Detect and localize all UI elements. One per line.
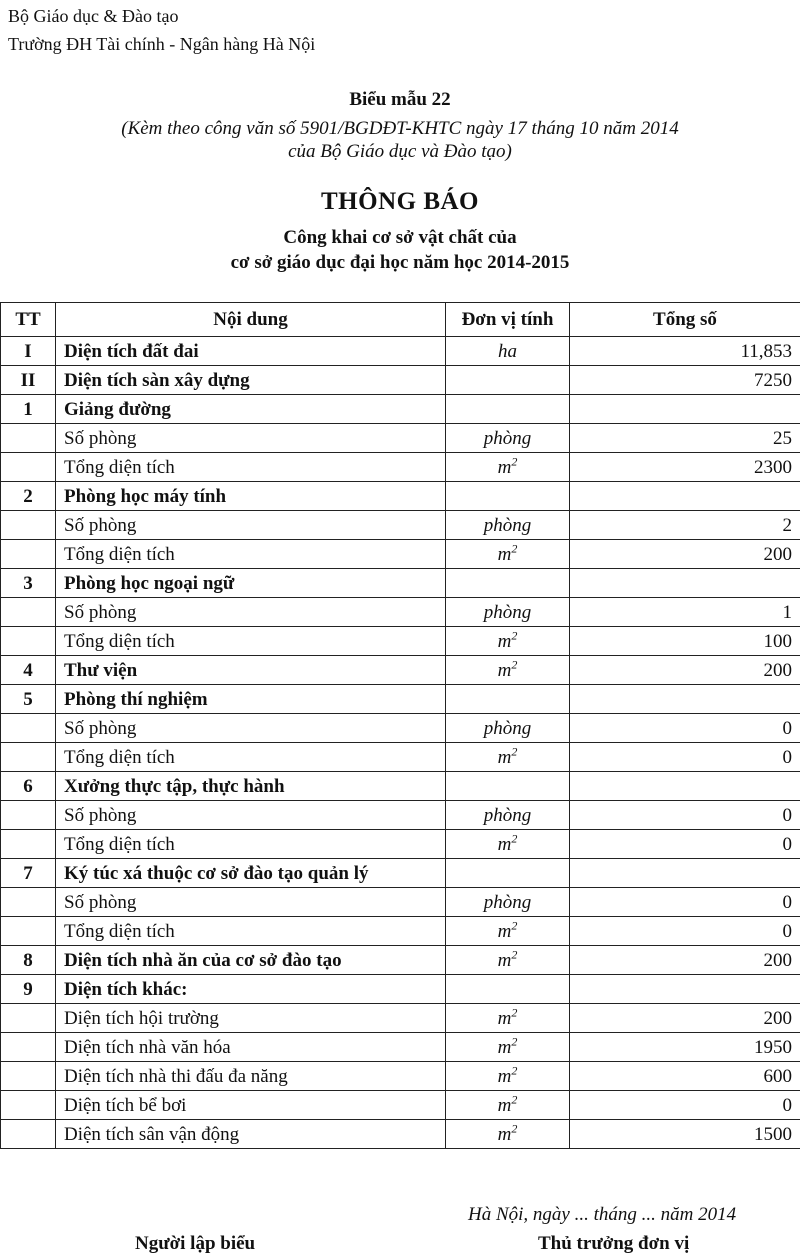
header-total: Tổng số	[570, 303, 800, 337]
row-total	[570, 975, 800, 1004]
row-tt: 7	[1, 859, 56, 888]
row-content: Tổng diện tích	[56, 917, 446, 946]
row-total: 0	[570, 714, 800, 743]
row-tt: 2	[1, 482, 56, 511]
row-unit	[446, 772, 570, 801]
facilities-table	[0, 302, 800, 1149]
row-unit-exponent: 2	[511, 1121, 518, 1136]
row-content: Tổng diện tích	[56, 627, 446, 656]
row-tt	[1, 627, 56, 656]
row-total: 100	[570, 627, 800, 656]
row-unit	[446, 482, 570, 511]
row-unit-text: phòng	[483, 892, 532, 913]
table-header-row	[1, 303, 800, 337]
row-unit	[446, 975, 570, 1004]
row-tt	[1, 1062, 56, 1091]
head-of-unit-label: Thủ trưởng đơn vị	[538, 1233, 690, 1254]
row-content: Diện tích nhà văn hóa	[56, 1033, 446, 1062]
row-unit-text: m	[497, 660, 512, 681]
table-row	[1, 1120, 800, 1149]
row-unit	[446, 366, 570, 395]
row-total: 2300	[570, 453, 800, 482]
table-row	[1, 1091, 800, 1120]
row-unit-text: phòng	[483, 428, 532, 449]
row-unit	[446, 424, 570, 453]
table-row	[1, 714, 800, 743]
row-total: 1500	[570, 1120, 800, 1149]
row-total: 25	[570, 424, 800, 453]
row-unit-text: m	[497, 1066, 512, 1087]
row-unit-text: m	[497, 950, 512, 971]
row-content: Tổng diện tích	[56, 830, 446, 859]
row-tt: II	[1, 366, 56, 395]
form-reference-line2: của Bộ Giáo dục và Đào tạo)	[288, 141, 512, 162]
row-unit-exponent: 2	[511, 628, 518, 643]
row-content: Phòng thí nghiệm	[56, 685, 446, 714]
row-unit-exponent: 2	[511, 1092, 518, 1107]
row-unit	[446, 1033, 570, 1062]
row-total	[570, 482, 800, 511]
row-tt: 1	[1, 395, 56, 424]
row-tt: 6	[1, 772, 56, 801]
row-content: Tổng diện tích	[56, 743, 446, 772]
row-unit-exponent: 2	[511, 454, 518, 469]
row-total: 1	[570, 598, 800, 627]
row-total: 200	[570, 1004, 800, 1033]
row-tt	[1, 598, 56, 627]
row-total: 2	[570, 511, 800, 540]
table-row	[1, 859, 800, 888]
row-tt	[1, 511, 56, 540]
header-tt: TT	[1, 303, 56, 337]
row-unit	[446, 540, 570, 569]
row-unit-text: m	[497, 457, 512, 478]
notice-subtitle-line1: Công khai cơ sở vật chất của	[283, 227, 517, 248]
table-row	[1, 1033, 800, 1062]
row-tt: 4	[1, 656, 56, 685]
table-row	[1, 424, 800, 453]
row-content: Diện tích bể bơi	[56, 1091, 446, 1120]
row-content: Xưởng thực tập, thực hành	[56, 772, 446, 801]
notice-subtitle-line2: cơ sở giáo dục đại học năm học 2014-2015	[230, 252, 570, 273]
table-row	[1, 656, 800, 685]
table-row	[1, 1062, 800, 1091]
row-total	[570, 685, 800, 714]
row-unit	[446, 1062, 570, 1091]
row-unit-text: m	[497, 921, 512, 942]
row-content: Số phòng	[56, 424, 446, 453]
row-content: Tổng diện tích	[56, 453, 446, 482]
table-row	[1, 801, 800, 830]
row-tt: 9	[1, 975, 56, 1004]
row-total: 0	[570, 888, 800, 917]
row-content: Phòng học ngoại ngữ	[56, 569, 446, 598]
row-tt	[1, 888, 56, 917]
row-tt	[1, 1033, 56, 1062]
row-unit	[446, 453, 570, 482]
row-total: 7250	[570, 366, 800, 395]
row-unit-exponent: 2	[511, 1063, 518, 1078]
row-content: Thư viện	[56, 656, 446, 685]
row-unit-text: phòng	[483, 515, 532, 536]
row-total: 1950	[570, 1033, 800, 1062]
preparer-label: Người lập biểu	[135, 1233, 256, 1254]
row-unit-exponent: 2	[511, 657, 518, 672]
form-number: Biểu mẫu 22	[349, 89, 451, 110]
table-row	[1, 569, 800, 598]
row-tt	[1, 1091, 56, 1120]
row-unit	[446, 685, 570, 714]
row-unit-exponent: 2	[511, 918, 518, 933]
org-ministry: Bộ Giáo dục & Đào tạo	[8, 6, 179, 26]
row-unit	[446, 656, 570, 685]
row-total: 0	[570, 743, 800, 772]
row-tt	[1, 540, 56, 569]
row-unit-text: m	[497, 1037, 512, 1058]
row-content: Phòng học máy tính	[56, 482, 446, 511]
row-unit	[446, 395, 570, 424]
row-unit	[446, 337, 570, 366]
header-unit: Đơn vị tính	[446, 303, 570, 337]
row-tt	[1, 830, 56, 859]
table-row	[1, 366, 800, 395]
row-total: 200	[570, 656, 800, 685]
row-unit	[446, 917, 570, 946]
row-unit	[446, 859, 570, 888]
row-unit-text: phòng	[483, 718, 532, 739]
row-unit	[446, 801, 570, 830]
table-row	[1, 946, 800, 975]
row-unit	[446, 1091, 570, 1120]
table-row	[1, 1004, 800, 1033]
row-total: 200	[570, 540, 800, 569]
row-content: Ký túc xá thuộc cơ sở đào tạo quản lý	[56, 859, 446, 888]
row-unit-text: ha	[498, 341, 517, 362]
row-tt	[1, 1004, 56, 1033]
row-total: 0	[570, 917, 800, 946]
row-unit-text: m	[497, 834, 512, 855]
row-unit	[446, 714, 570, 743]
row-unit	[446, 1120, 570, 1149]
row-unit-exponent: 2	[511, 1005, 518, 1020]
row-unit-text: m	[497, 747, 512, 768]
row-unit	[446, 627, 570, 656]
table-row	[1, 888, 800, 917]
row-content: Giảng đường	[56, 395, 446, 424]
row-tt	[1, 714, 56, 743]
table-row	[1, 598, 800, 627]
header-content: Nội dung	[56, 303, 446, 337]
row-tt: 5	[1, 685, 56, 714]
table-row	[1, 975, 800, 1004]
notice-title: THÔNG BÁO	[321, 188, 479, 215]
table-row	[1, 511, 800, 540]
row-unit-exponent: 2	[511, 541, 518, 556]
row-content: Diện tích đất đai	[56, 337, 446, 366]
row-total	[570, 569, 800, 598]
row-total: 0	[570, 801, 800, 830]
row-total: 0	[570, 830, 800, 859]
org-university: Trường ĐH Tài chính - Ngân hàng Hà Nội	[8, 34, 316, 54]
row-tt	[1, 743, 56, 772]
row-unit	[446, 830, 570, 859]
row-total: 11,853	[570, 337, 800, 366]
row-unit	[446, 888, 570, 917]
row-content: Số phòng	[56, 714, 446, 743]
row-unit-exponent: 2	[511, 947, 518, 962]
row-unit	[446, 511, 570, 540]
row-content: Số phòng	[56, 888, 446, 917]
row-total: 0	[570, 1091, 800, 1120]
table-row	[1, 917, 800, 946]
row-unit-exponent: 2	[511, 744, 518, 759]
row-unit	[446, 946, 570, 975]
form-reference-line1: (Kèm theo công văn số 5901/BGDĐT-KHTC ngày 17 tháng 10 năm 2014	[121, 118, 679, 139]
row-unit-text: m	[497, 544, 512, 565]
row-unit-text: m	[497, 631, 512, 652]
row-unit	[446, 569, 570, 598]
row-unit-text: phòng	[483, 602, 532, 623]
table-row	[1, 337, 800, 366]
row-unit-exponent: 2	[511, 1034, 518, 1049]
row-unit	[446, 598, 570, 627]
table-row	[1, 743, 800, 772]
table-body	[1, 337, 800, 1149]
row-tt: I	[1, 337, 56, 366]
row-content: Số phòng	[56, 801, 446, 830]
row-tt: 3	[1, 569, 56, 598]
row-total: 200	[570, 946, 800, 975]
row-total	[570, 859, 800, 888]
row-content: Số phòng	[56, 598, 446, 627]
row-tt: 8	[1, 946, 56, 975]
row-tt	[1, 424, 56, 453]
row-unit-exponent: 2	[511, 831, 518, 846]
table-row	[1, 453, 800, 482]
date-line: Hà Nội, ngày ... tháng ... năm 2014	[468, 1204, 737, 1225]
row-total	[570, 395, 800, 424]
row-content: Diện tích nhà ăn của cơ sở đào tạo	[56, 946, 446, 975]
table-row	[1, 627, 800, 656]
row-total	[570, 772, 800, 801]
row-tt	[1, 801, 56, 830]
row-total: 600	[570, 1062, 800, 1091]
row-unit-text: m	[497, 1095, 512, 1116]
row-unit	[446, 1004, 570, 1033]
table-row	[1, 685, 800, 714]
row-content: Diện tích khác:	[56, 975, 446, 1004]
row-content: Số phòng	[56, 511, 446, 540]
row-tt	[1, 917, 56, 946]
row-content: Diện tích hội trường	[56, 1004, 446, 1033]
row-unit-text: m	[497, 1124, 512, 1145]
row-content: Diện tích nhà thi đấu đa năng	[56, 1062, 446, 1091]
table-row	[1, 482, 800, 511]
row-tt	[1, 1120, 56, 1149]
row-unit-text: phòng	[483, 805, 532, 826]
row-unit	[446, 743, 570, 772]
table-row	[1, 540, 800, 569]
row-tt	[1, 453, 56, 482]
table-row	[1, 772, 800, 801]
table-row	[1, 395, 800, 424]
row-unit-text: m	[497, 1008, 512, 1029]
table-row	[1, 830, 800, 859]
row-content: Diện tích sân vận động	[56, 1120, 446, 1149]
row-content: Tổng diện tích	[56, 540, 446, 569]
row-content: Diện tích sàn xây dựng	[56, 366, 446, 395]
